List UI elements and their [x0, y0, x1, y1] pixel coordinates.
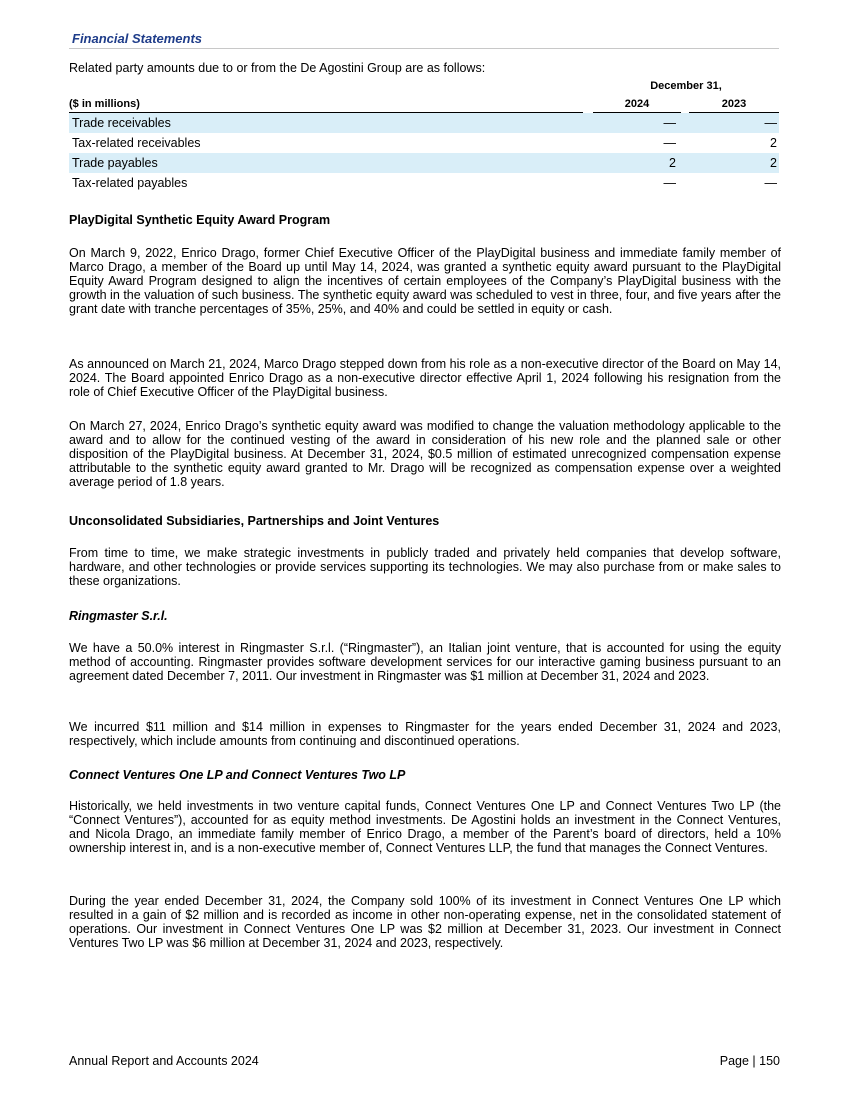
row-label: Trade receivables	[72, 116, 171, 130]
ringmaster-paragraph-2: We incurred $11 million and $14 million in expenses to Ringmaster for the years ended December 31, 2024 and 2023, respectively, which include amounts from continuing and discontinued operations.	[69, 720, 781, 748]
table-header-row	[69, 97, 779, 113]
ringmaster-paragraph-1: We have a 50.0% interest in Ringmaster S.r.l. (“Ringmaster”), an Italian joint venture, that is accounted for using the equity method of accounting. Ringmaster provides software development services for our interactive gaming business pursuant to an agreement dated December 7, 2011. Our investment in Ringmaster was $1 million at December 31, 2024 and 2023.	[69, 641, 781, 683]
table-row	[69, 173, 779, 193]
table-row	[69, 133, 779, 153]
row-value-2023: 2	[770, 156, 777, 170]
playdigital-paragraph-3: On March 27, 2024, Enrico Drago’s synthetic equity award was modified to change the valuation methodology applicable to the award and to allow for the continued vesting of the award in consideration of his new role and the planned sale or other disposition of the PlayDigital business. At December 31, 2024, $0.5 million of estimated unrecognized compensation expense attributable to the synthetic equity award granted to Mr. Drago will be recognized as compensation expense over a weighted average period of 1.8 years.	[69, 419, 781, 489]
connect-paragraph-1: Historically, we held investments in two venture capital funds, Connect Ventures One LP and Connect Ventures Two LP (the “Connect Ventures”), accounted for as equity method investments. De Agostini holds an investment in the Connect Ventures, and Nicola Drago, an immediate family member of Enrico Drago, a member of the Parent’s board of directors, held a 10% ownership interest in, and is a non-executive member of, Connect Ventures LLP, the fund that manages the Connect Ventures.	[69, 799, 781, 855]
row-label: Tax-related payables	[72, 176, 188, 190]
row-value-2023: 2	[770, 136, 777, 150]
unconsolidated-paragraph: From time to time, we make strategic investments in publicly traded and privately held companies that develop software, hardware, and other technologies or provide services supporting its technologies. We may also purchase from or make sales to these organizations.	[69, 546, 781, 588]
connect-paragraph-2: During the year ended December 31, 2024, the Company sold 100% of its investment in Connect Ventures One LP which resulted in a gain of $2 million and is recorded as income in other non-operating expense, net in the consolidated statement of operations. Our investment in Connect Ventures One LP was $2 million at December 31, 2023. Our investment in Connect Ventures Two LP was $6 million at December 31, 2024 and 2023, respectively.	[69, 894, 781, 950]
row-value-2024: —	[663, 136, 676, 150]
intro-text: Related party amounts due to or from the De Agostini Group are as follows:	[69, 61, 486, 75]
row-value-2024: —	[663, 176, 676, 190]
row-value-2023: —	[764, 176, 777, 190]
table-row	[69, 113, 779, 133]
row-value-2023: —	[764, 116, 777, 130]
table-date-header: December 31,	[650, 80, 722, 92]
table-row	[69, 153, 779, 173]
row-label: Tax-related receivables	[72, 136, 201, 150]
footer-page-number: Page | 150	[719, 1054, 780, 1068]
connect-heading: Connect Ventures One LP and Connect Ventures Two LP	[69, 768, 406, 782]
table-unit-label: ($ in millions)	[69, 98, 140, 110]
playdigital-paragraph-2: As announced on March 21, 2024, Marco Drago stepped down from his role as a non-executive director of the Board on May 14, 2024. The Board appointed Enrico Drago as a non-executive director effective April 1, 2024 following his resignation from the role of Chief Executive Officer of the PlayDigital business.	[69, 357, 781, 399]
section-title: Financial Statements	[69, 31, 779, 49]
row-value-2024: —	[663, 116, 676, 130]
playdigital-paragraph-1: On March 9, 2022, Enrico Drago, former Chief Executive Officer of the PlayDigital business and immediate family member of Marco Drago, a member of the Board up until May 14, 2024, was granted a synthetic equity award pursuant to the PlayDigital Equity Award Program designed to align the incentives of certain employees of the Company’s PlayDigital business with the growth in the valuation of such business. The synthetic equity award was scheduled to vest in three, four, and five years after the grant date with tranche percentages of 35%, 25%, and 40% and could be settled in equity or cash.	[69, 246, 781, 316]
row-label: Trade payables	[72, 156, 158, 170]
footer-report-title: Annual Report and Accounts 2024	[69, 1054, 259, 1068]
unconsolidated-heading: Unconsolidated Subsidiaries, Partnerships and Joint Ventures	[69, 514, 440, 528]
playdigital-heading: PlayDigital Synthetic Equity Award Program	[69, 213, 331, 227]
table-year-2024: 2024	[624, 98, 650, 110]
table-year-2023: 2023	[721, 98, 747, 110]
row-value-2024: 2	[669, 156, 676, 170]
ringmaster-heading: Ringmaster S.r.l.	[69, 609, 168, 623]
